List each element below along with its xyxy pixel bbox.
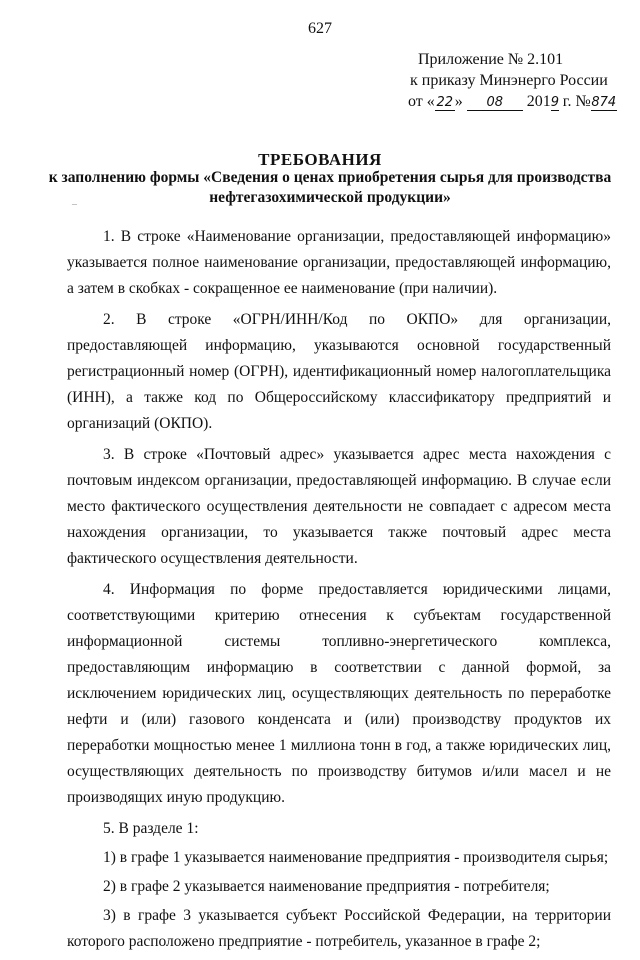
- appendix-block: [408, 49, 617, 112]
- page-number: 627: [308, 20, 332, 37]
- year-prefix: 201: [526, 93, 551, 110]
- handwritten-day: 22: [436, 95, 454, 110]
- paragraph-5: 5. В разделе 1:: [103, 820, 199, 837]
- paragraph-5-3: 3) в графе 3 указывается субъект Российской Федерации, на территории которого расположено предприятие - потребитель, указанное в графе 2;: [67, 907, 611, 950]
- paragraph-2: 2. В строке «ОГРН/ИНН/Код по ОКПО» для организации, предоставляющей информацию, указываются основной государственный регистрационный номер (ОГРН), идентификационный номер налогоплательщика (ИНН), а также код по Общероссийскому классификатору предприятий и организаций (ОКПО).: [67, 311, 611, 432]
- document-title: ТРЕБОВАНИЯ: [258, 150, 382, 169]
- paragraph-5-1: 1) в графе 1 указывается наименование предприятия - производителя сырья;: [103, 849, 609, 866]
- appendix-date-line: [408, 91, 617, 112]
- document-body: [67, 224, 611, 960]
- handwritten-year-digit: 9: [550, 95, 560, 110]
- handwritten-order-number: 874: [591, 95, 617, 110]
- appendix-title: Приложение № 2.101: [418, 51, 564, 68]
- scan-mark: ¯: [72, 204, 77, 215]
- paragraph-3: 3. В строке «Почтовый адрес» указывается адрес места нахождения с почтовым индексом организации, предоставляющей информацию. В случае если место фактического осуществления деятельности не совпадает с адресом места нахождения организации, то указывается также почтовый адрес места фактического осуществления деятельности.: [67, 446, 611, 567]
- handwritten-month: 08: [467, 95, 523, 111]
- date-prefix: от «: [408, 93, 435, 110]
- document-subtitle: к заполнению формы «Сведения о ценах приобретения сырья для производства нефтегазохимической продукции»: [48, 169, 612, 206]
- appendix-order: к приказу Минэнерго России: [410, 72, 608, 89]
- date-quote: »: [454, 93, 463, 110]
- paragraph-1: 1. В строке «Наименование организации, предоставляющей информацию» указывается полное наименование организации, предоставляющей информацию, а затем в скобках - сокращенное ее наименование (при наличии).: [67, 228, 611, 297]
- year-suffix: г. №: [558, 93, 591, 110]
- paragraph-5-2: 2) в графе 2 указывается наименование предприятия - потребителя;: [103, 878, 550, 895]
- paragraph-4: 4. Информация по форме предоставляется юридическими лицами, соответствующими критерию отнесения к субъектам государственной информационной системы топливно-энергетического комплекса, предоставляющим информацию в соответствии с данной формой, за исключением юридических лиц, осуществляющих деятельность по переработке нефти и (или) газового конденсата и (или) производству продуктов их переработки мощностью менее 1 миллиона тонн в год, а также юридических лиц, осуществляющих деятельность по производству битумов и/или масел и не производящих иную продукцию.: [67, 581, 611, 806]
